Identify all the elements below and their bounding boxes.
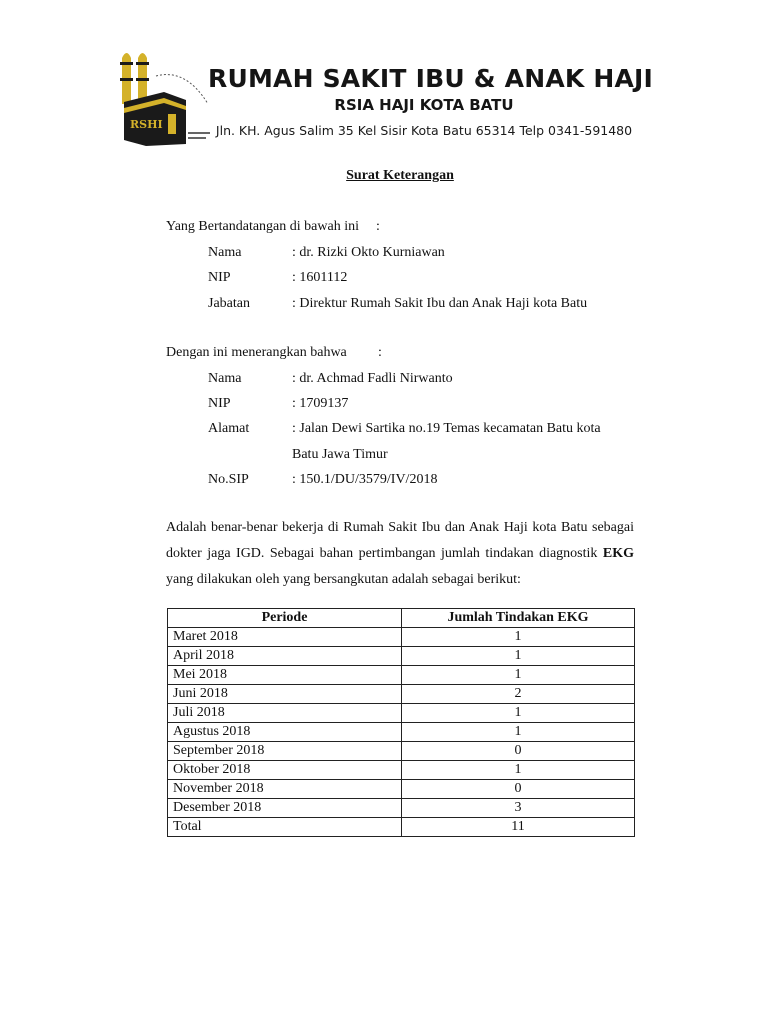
signatory-position-value: : Direktur Rumah Sakit Ibu dan Anak Haji kota Batu <box>292 296 588 311</box>
subject-name-label: Nama <box>208 371 242 386</box>
table-row <box>168 647 635 666</box>
hospital-name: RUMAH SAKIT IBU & ANAK HAJI <box>208 64 654 93</box>
count-cell: 3 <box>402 799 635 818</box>
document-title: Surat Keterangan <box>346 168 454 183</box>
total-label-cell: Total <box>168 818 402 837</box>
count-cell: 0 <box>402 780 635 799</box>
subject-intro-colon: : <box>378 345 382 360</box>
hospital-address: Jln. KH. Agus Salim 35 Kel Sisir Kota Batu 65314 Telp 0341-591480 <box>215 123 633 138</box>
table-row <box>168 666 635 685</box>
statement-part2: yang dilakukan oleh yang bersangkutan adalah sebagai berikut: <box>166 572 521 587</box>
signatory-name-label: Nama <box>208 245 242 260</box>
period-cell: Juni 2018 <box>168 685 402 704</box>
table-row <box>168 704 635 723</box>
signatory-nip-label: NIP <box>208 270 231 285</box>
total-count-cell: 11 <box>402 818 635 837</box>
subject-intro: Dengan ini menerangkan bahwa <box>166 345 347 360</box>
subject-address-value: : Jalan Dewi Sartika no.19 Temas kecamatan Batu kota <box>292 421 601 436</box>
count-cell: 1 <box>402 628 635 647</box>
table-row <box>168 780 635 799</box>
table-row <box>168 761 635 780</box>
period-cell: Agustus 2018 <box>168 723 402 742</box>
period-cell: April 2018 <box>168 647 402 666</box>
header-count: Jumlah Tindakan EKG <box>402 609 635 628</box>
table-row <box>168 685 635 704</box>
hospital-logo-icon <box>116 48 214 148</box>
statement-ekg: EKG <box>602 546 634 561</box>
subject-sip-value: : 150.1/DU/3579/IV/2018 <box>292 472 438 487</box>
period-cell: Oktober 2018 <box>168 761 402 780</box>
count-cell: 1 <box>402 666 635 685</box>
count-cell: 0 <box>402 742 635 761</box>
signatory-name-value: : dr. Rizki Okto Kurniawan <box>292 245 445 260</box>
logo-text: RSHI <box>130 118 163 131</box>
subject-nip-value: : 1709137 <box>292 396 349 411</box>
table-total-row <box>168 818 635 837</box>
period-cell: Desember 2018 <box>168 799 402 818</box>
count-cell: 1 <box>402 647 635 666</box>
signatory-position-label: Jabatan <box>208 296 250 311</box>
table-row <box>168 628 635 647</box>
count-cell: 2 <box>402 685 635 704</box>
period-cell: November 2018 <box>168 780 402 799</box>
period-cell: Mei 2018 <box>168 666 402 685</box>
subject-address-value-cont: Batu Jawa Timur <box>292 447 388 462</box>
signatory-nip-value: : 1601112 <box>292 270 348 285</box>
subject-nip-label: NIP <box>208 396 231 411</box>
subject-name-value: : dr. Achmad Fadli Nirwanto <box>292 371 453 386</box>
statement-part1: Adalah benar-benar bekerja di Rumah Sakit Ibu dan Anak Haji kota Batu sebagai dokter jaga IGD. Sebagai bahan pertimbangan jumlah tindakan diagnostik <box>166 520 634 561</box>
table-header-row <box>168 609 635 628</box>
count-cell: 1 <box>402 761 635 780</box>
subject-address-label: Alamat <box>208 421 250 436</box>
count-cell: 1 <box>402 723 635 742</box>
table-row <box>168 742 635 761</box>
hospital-short-name: RSIA HAJI KOTA BATU <box>334 96 514 114</box>
table-row <box>168 799 635 818</box>
letterhead <box>108 42 654 152</box>
header-period: Periode <box>168 609 402 628</box>
period-cell: Maret 2018 <box>168 628 402 647</box>
signatory-intro-colon: : <box>376 219 380 234</box>
signatory-intro: Yang Bertandatangan di bawah ini <box>166 219 359 234</box>
statement-paragraph <box>166 515 634 593</box>
ekg-table <box>167 608 635 837</box>
period-cell: September 2018 <box>168 742 402 761</box>
table-row <box>168 723 635 742</box>
count-cell: 1 <box>402 704 635 723</box>
subject-sip-label: No.SIP <box>208 472 249 487</box>
period-cell: Juli 2018 <box>168 704 402 723</box>
